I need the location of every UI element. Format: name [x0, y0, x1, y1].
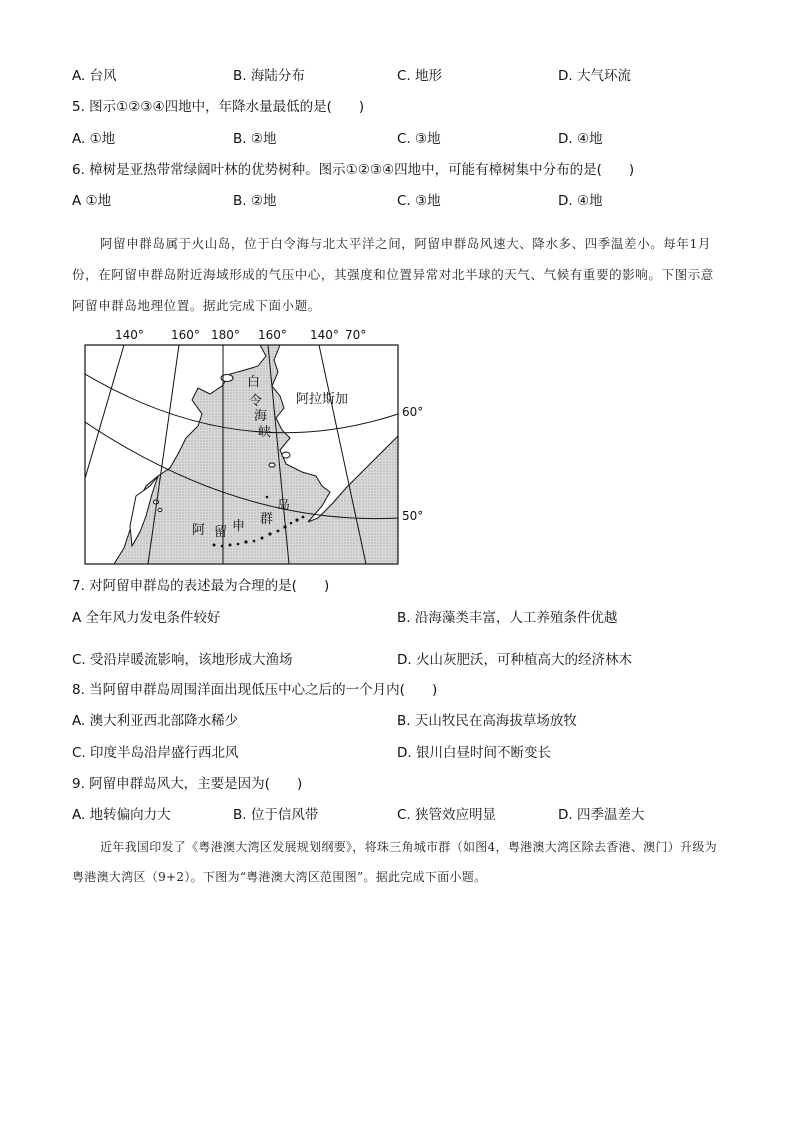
q6-option-d: D. ④地 — [558, 193, 603, 209]
lon-label: 160° — [171, 328, 200, 342]
label-bering-1: 白 — [247, 375, 261, 390]
q8-option-c: C. 印度半岛沿岸盛行西北风 — [72, 745, 239, 761]
q5-option-c: C. ③地 — [397, 131, 441, 147]
label-aleutian-3: 申 — [232, 519, 246, 534]
lon-label: 160° — [258, 328, 287, 342]
q5-option-d: D. ④地 — [558, 131, 603, 147]
aleutian-map — [80, 326, 440, 568]
q4-option-d: D. 大气环流 — [558, 68, 631, 84]
q7-stem: 7. 对阿留申群岛的表述最为合理的是( ) — [72, 578, 330, 594]
passage-aleutian: 阿留申群岛属于火山岛，位于白令海与北太平洋之间，阿留申群岛风速大、降水多、四季温差小。每年1月份，在阿留申群岛附近海域形成的气压中心，其强度和位置异常对北半球的天气、气候有重要的影响。下图示意阿留申群岛地理位置。据此完成下面小题。 — [72, 236, 714, 313]
q9-stem: 9. 阿留申群岛风大，主要是因为( ) — [72, 776, 303, 792]
q7-option-c: C. 受沿岸暖流影响，该地形成大渔场 — [72, 652, 293, 668]
label-bering-4: 峡 — [258, 425, 272, 440]
q4-option-a: A. 台风 — [72, 68, 117, 84]
island — [158, 508, 162, 511]
lon-label: 180° — [211, 328, 240, 342]
lat-label: 50° — [402, 509, 424, 523]
label-bering-3: 海 — [254, 409, 268, 424]
q7-option-a: A 全年风力发电条件较好 — [72, 610, 221, 626]
q9-option-d: D. 四季温差大 — [558, 807, 645, 823]
q6-stem: 6. 樟树是亚热带常绿阔叶林的优势树种。图示①②③④四地中，可能有樟树集中分布的是( ) — [72, 162, 635, 178]
label-aleutian-5: 岛 — [277, 498, 291, 513]
label-aleutian-1: 阿 — [192, 523, 206, 538]
passage-greater-bay-area: 近年我国印发了《粤港澳大湾区发展规划纲要》，将珠三角城市群（如图4，粤港澳大湾区除去香港、澳门）升级为粤港澳大湾区（9+2）。下图为“粤港澳大湾区范围图”。据此完成下面小题。 — [72, 840, 717, 884]
label-bering-2: 令 — [249, 394, 263, 409]
island — [269, 463, 275, 467]
label-aleutian-2: 留 — [214, 525, 228, 540]
q8-stem: 8. 当阿留申群岛周围洋面出现低压中心之后的一个月内( ) — [72, 682, 438, 698]
lon-label: 140° — [310, 328, 339, 342]
q9-option-a: A. 地转偏向力大 — [72, 807, 171, 823]
label-aleutian-4: 群 — [260, 512, 274, 527]
q6-option-c: C. ③地 — [397, 193, 441, 209]
q9-option-c: C. 狭管效应明显 — [397, 807, 497, 823]
lon-label: 140° — [115, 328, 144, 342]
q8-option-a: A. 澳大利亚西北部降水稀少 — [72, 713, 239, 729]
label-alaska: 阿拉斯加 — [296, 392, 349, 407]
q7-option-d: D. 火山灰肥沃，可种植高大的经济林木 — [397, 652, 632, 668]
lon-label: 70° — [345, 328, 367, 342]
q5-option-a: A. ①地 — [72, 131, 116, 147]
island — [282, 452, 290, 458]
q8-option-b: B. 天山牧民在高海拔草场放牧 — [397, 713, 577, 729]
q7-option-b: B. 沿海藻类丰富，人工养殖条件优越 — [397, 610, 618, 626]
q5-option-b: B. ②地 — [233, 131, 277, 147]
q9-option-b: B. 位于信风带 — [233, 807, 319, 823]
q6-option-a: A ①地 — [72, 193, 112, 209]
island — [154, 500, 159, 504]
q4-option-b: B. 海陆分布 — [233, 68, 305, 84]
q4-option-c: C. 地形 — [397, 68, 443, 84]
q6-option-b: B. ②地 — [233, 193, 277, 209]
q8-option-d: D. 银川白昼时间不断变长 — [397, 745, 551, 761]
q5-stem: 5. 图示①②③④四地中，年降水量最低的是( ) — [72, 99, 365, 115]
lat-label: 60° — [402, 405, 424, 419]
